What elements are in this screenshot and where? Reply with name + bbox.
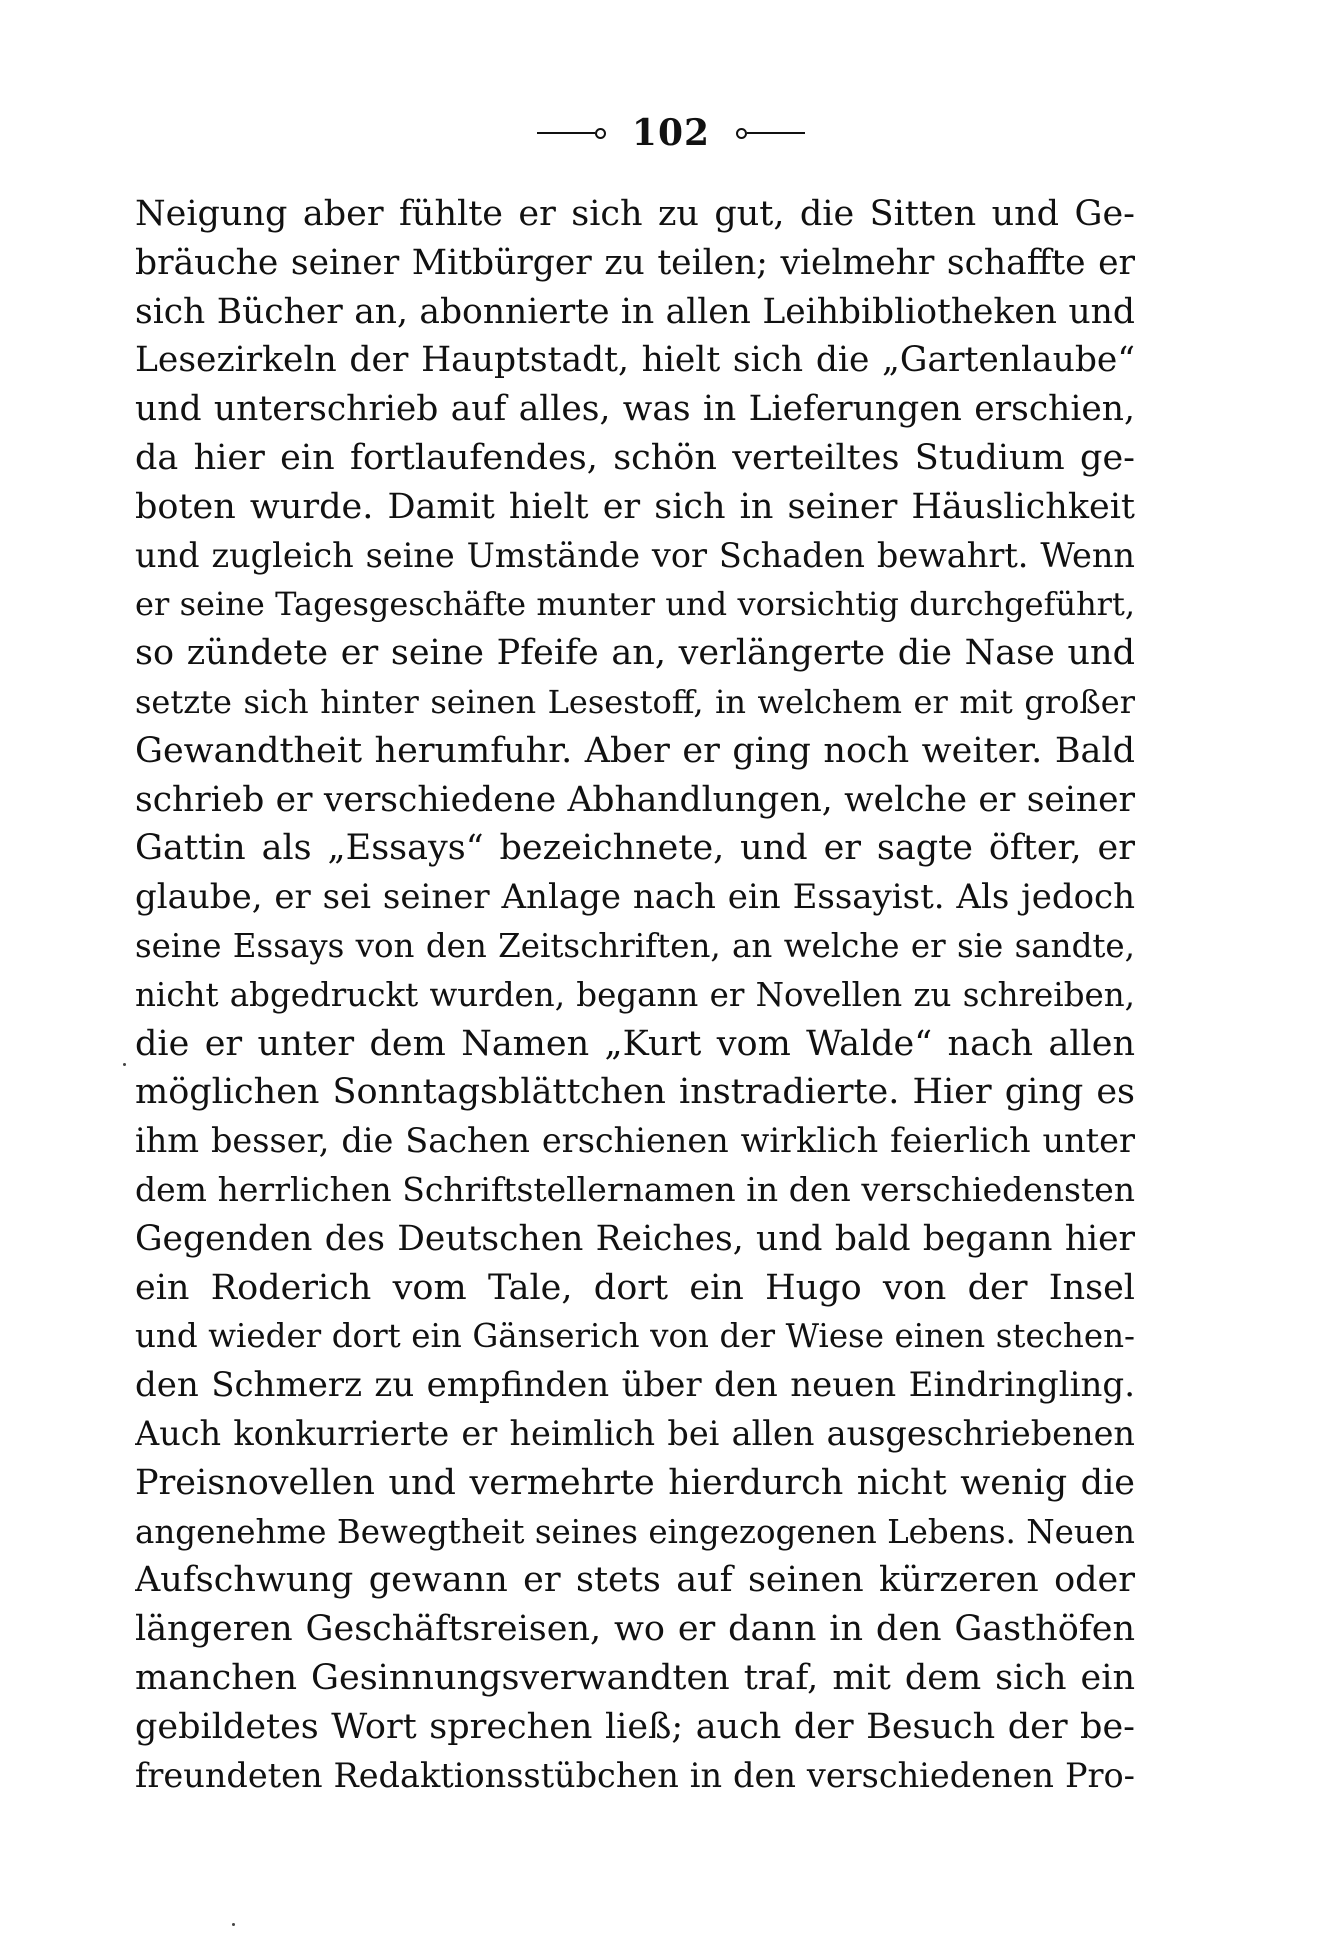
text-line: er seine Tagesgeschäfte munter und vorsichtig durchgeführt, [135,585,1135,624]
text-line: Neigung aber fühlte er sich zu gut, die Sitten und Ge- [135,194,1135,234]
text-line: glaube, er sei seiner Anlage nach ein Essayist. Als jedoch [135,877,1135,918]
text-line: setzte sich hinter seinen Lesestoff, in welchem er mit großer [135,682,1135,721]
text-line: so zündete er seine Pfeife an, verlängerte die Nase und [135,633,1135,674]
header-ornament-right [736,128,805,139]
page-number: 102 [631,112,711,154]
text-line: schrieb er verschiedene Abhandlungen, welche er seiner [135,779,1135,820]
paper-speck [123,1063,126,1066]
text-line: und zugleich seine Umstände vor Schaden bewahrt. Wenn [135,535,1135,575]
header-ornament-left [537,128,606,139]
text-line: die er unter dem Namen „Kurt vom Walde“ nach allen [135,1023,1135,1064]
text-line: Lesezirkeln der Hauptstadt, hielt sich die „Gartenlaube“ [135,340,1135,381]
text-line: angenehme Bewegtheit seines eingezogenen Lebens. Neuen [135,1512,1135,1551]
text-line: und unterschrieb auf alles, was in Lieferungen erschien, [135,389,1135,430]
text-line: nicht abgedruckt wurden, begann er Novellen zu schreiben, [135,975,1135,1014]
text-line: Auch konkurrierte er heimlich bei allen ausgeschriebenen [135,1413,1135,1453]
text-line: den Schmerz zu empfinden über den neuen Eindringling. [135,1365,1135,1406]
text-line: manchen Gesinnungsverwandten traf, mit dem sich ein [135,1657,1135,1698]
text-line: da hier ein fortlaufendes, schön verteiltes Studium ge- [135,437,1135,478]
text-line: Gegenden des Deutschen Reiches, und bald begann hier [135,1218,1135,1259]
body-text [135,190,1135,1800]
text-line: längeren Geschäftsreisen, wo er dann in den Gasthöfen [135,1609,1135,1650]
paper-speck [232,1923,235,1926]
text-line: Aufschwung gewann er stets auf seinen kürzeren oder [135,1560,1135,1601]
page-header [0,108,1342,158]
text-line: Preisnovellen und vermehrte hierdurch nicht wenig die [135,1462,1135,1503]
text-line: Gattin als „Essays“ bezeichnete, und er sagte öfter, er [135,828,1135,869]
text-line: gebildetes Wort sprechen ließ; auch der Besuch der be- [135,1706,1135,1747]
text-line: ihm besser, die Sachen erschienen wirklich feierlich unter [135,1121,1135,1161]
text-line: sich Bücher an, abonnierte in allen Leihbibliotheken und [135,291,1135,332]
text-line: bräuche seiner Mitbürger zu teilen; vielmehr schaffte er [135,242,1135,283]
text-line: möglichen Sonntagsblättchen instradierte. Hier ging es [135,1072,1135,1113]
text-line: Gewandtheit herumfuhr. Aber er ging noch weiter. Bald [135,730,1135,771]
text-line: dem herrlichen Schriftstellernamen in den verschiedensten [135,1169,1135,1209]
text-line: boten wurde. Damit hielt er sich in seiner Häuslichkeit [135,486,1135,527]
text-line: und wieder dort ein Gänserich von der Wiese einen stechen- [135,1317,1135,1356]
text-line: ein Roderich vom Tale, dort ein Hugo von der Insel [135,1267,1135,1308]
text-line: freundeten Redaktionsstübchen in den verschiedenen Pro- [135,1755,1135,1795]
text-line: seine Essays von den Zeitschriften, an welche er sie sandte, [135,926,1135,965]
